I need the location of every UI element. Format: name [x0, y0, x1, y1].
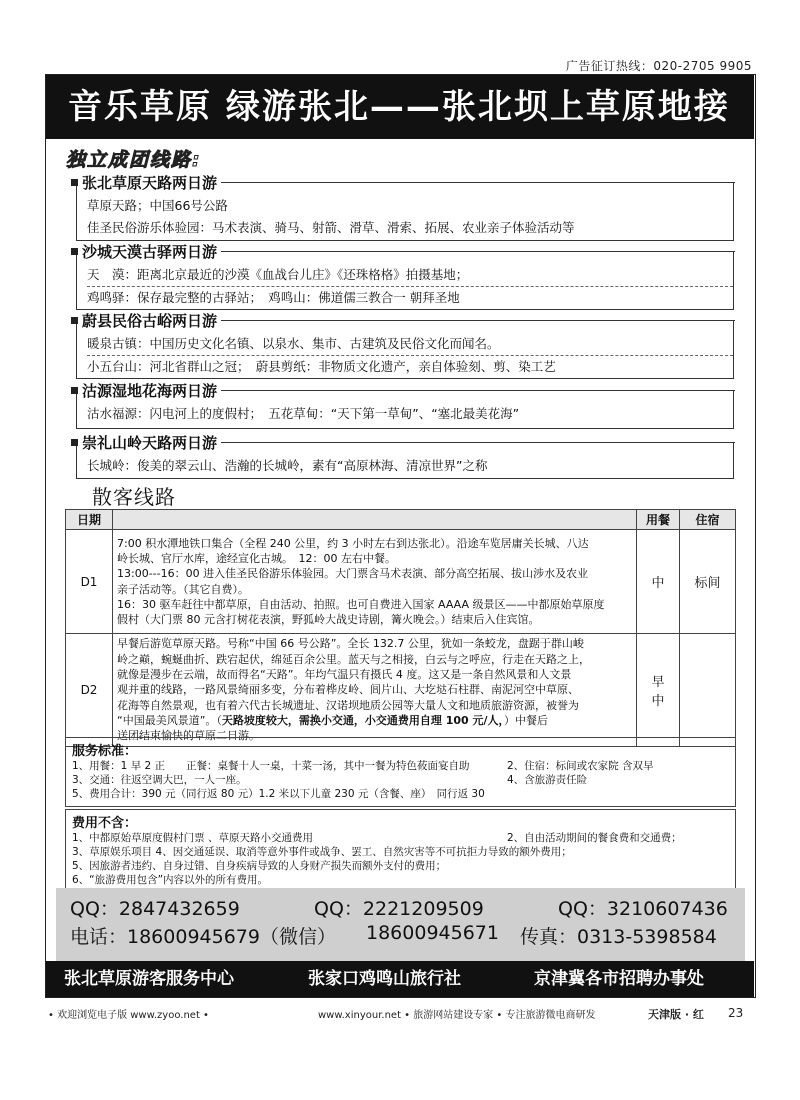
- day-label: D2: [66, 634, 113, 747]
- bullet-icon: [71, 439, 78, 446]
- page-title-banner: 音乐草原 绿游张北——张北坝上草原地接: [46, 75, 754, 139]
- list-item: [72, 873, 735, 887]
- service-standard-box: [65, 737, 736, 807]
- desc-line: 7:00 积水潭地铁口集合（全程 240 公里，约 3 小时左右到达张北）。沿途车览居庸关长城、八达: [117, 536, 589, 550]
- desc-line: 亲子活动等。（其它自费）。: [117, 582, 249, 596]
- route-box: [76, 174, 734, 241]
- footer-middle-link[interactable]: www.xinyour.net • 旅游网站建设专家 • 专注旅游微电商研发: [318, 1010, 596, 1021]
- route-line: 天 漠：距离北京最近的沙漠《血战台儿庄》《还珠格格》拍摄基地；: [87, 267, 469, 282]
- route-title: 沽源湿地花海两日游: [82, 380, 221, 401]
- phone-1[interactable]: 电话：18600945679（微信）: [70, 926, 336, 948]
- qq-1[interactable]: QQ：2847432659: [70, 898, 240, 920]
- meal-lunch: 中: [651, 694, 665, 709]
- desc-line: 花海等自然景观，也有着六代古长城遗址、汉诺坝地质公园等大量人文和地质旅游资源，被誉为: [117, 698, 579, 712]
- meal-cell: [637, 634, 680, 747]
- route-title: 沙城天漠古驿两日游: [82, 241, 221, 262]
- divider: [221, 442, 735, 443]
- item-text: 1、用餐：1 早 2 正 正餐：桌餐十人一桌，十菜一汤，其中一餐为特色莜面宴自助: [72, 760, 470, 772]
- route-title: 蔚县民俗古峪两日游: [82, 310, 221, 331]
- desc-line: 13:00---16：00 进入佳圣民俗游乐体验园。大门票含马术表演、部分高空拓展、拔山涉水及农业: [117, 567, 589, 581]
- meal-cell: 中: [637, 530, 680, 634]
- phone-2[interactable]: 18600945671: [366, 922, 499, 944]
- exclusions-title: 费用不含：: [72, 816, 138, 831]
- item-text: 1、中都原始草原度假村门票 、草原天路小交通费用: [72, 832, 314, 844]
- route-box: [76, 243, 734, 310]
- route-line: 暖泉古镇：中国历史文化名镇、以泉水、集市、古建筑及民俗文化而闻名。: [87, 336, 500, 351]
- divider: [221, 251, 735, 252]
- item-text: 2、住宿：标间或农家院 含双早: [507, 760, 654, 772]
- footer-left-link[interactable]: • 欢迎浏览电子版 www.zyoo.net •: [48, 1010, 209, 1021]
- list-item: [72, 759, 735, 773]
- bullet-icon: [71, 179, 78, 186]
- header-meal: 用餐: [637, 510, 680, 530]
- route-line: 长城岭：俊美的翠云山、浩瀚的长城岭，素有“高原林海、清凉世界”之称: [87, 458, 488, 473]
- item-text: 3、交通：往返空调大巴，一人一座。: [72, 774, 247, 786]
- route-line: 小五台山：河北省群山之冠； 蔚县剪纸：非物质文化遗产，亲自体验刻、剪、染工艺: [87, 355, 733, 378]
- organizer-3: 京津冀各市招聘办事处: [534, 969, 704, 989]
- route-title: 张北草原天路两日游: [82, 172, 221, 193]
- item-text: 5、因旅游者违约、自身过错、自身疾病导致的人身财产损失而额外支付的费用；: [72, 860, 447, 872]
- desc-line: 送团结束愉快的草原二日游。: [117, 729, 260, 743]
- desc-line: 岭长城、官厅水库，途经宣化古城。 12：00 左右中餐。: [117, 551, 396, 565]
- route-box: [76, 382, 734, 429]
- page-footer: [48, 1006, 754, 1024]
- list-item: [72, 845, 735, 859]
- route-box: [76, 434, 734, 479]
- route-line: 草原天路；中国66号公路: [87, 198, 228, 213]
- desc-line: 观并重的线路，一路风景绮丽多变，分布着桦皮岭、闾片山、大圪垯石柱群、南泥河空中草原、: [117, 683, 579, 697]
- organizer-2: 张家口鸡鸣山旅行社: [308, 969, 461, 989]
- organizers-bar: [46, 961, 754, 997]
- route-line: 鸡鸣驿：保存最完整的古驿站； 鸡鸣山：佛道儒三教合一 朝拜圣地: [87, 286, 733, 309]
- page-number: 23: [728, 1006, 744, 1020]
- independent-routes-heading: 独立成团线路:: [66, 149, 202, 171]
- item-text: 6、“旅游费用包含”内容以外的所有费用。: [72, 874, 269, 886]
- route-title: 崇礼山岭天路两日游: [82, 432, 221, 453]
- itinerary-table: [65, 509, 736, 747]
- casual-routes-heading: 散客线路: [92, 485, 176, 509]
- list-item: [72, 831, 735, 845]
- bullet-icon: [71, 317, 78, 324]
- list-item: [72, 773, 735, 787]
- contact-panel: [56, 888, 745, 971]
- desc-text: ）中餐后: [504, 713, 549, 727]
- bullet-icon: [71, 387, 78, 394]
- list-item: [72, 859, 735, 873]
- header-stay: 住宿: [680, 510, 736, 530]
- route-box: [76, 312, 734, 379]
- desc-text: “中国最美风景道”。（: [117, 713, 222, 727]
- stay-cell: [680, 634, 736, 747]
- desc-line: 假村（大门票 80 元含打树花表演，野狐岭大战史诗剧，篝火晚会。）结束后入住宾馆。: [117, 613, 540, 627]
- route-line: 佳圣民俗游乐体验园：马术表演、骑马、射箭、滑草、滑索、拓展、农业亲子体验活动等: [87, 220, 575, 235]
- service-title: 服务标准：: [72, 744, 138, 759]
- highlight-text: 天路坡度较大，需换小交通，小交通费用自理 100 元/人，: [221, 713, 505, 727]
- item-text: 2、自由活动期间的餐食费和交通费；: [507, 832, 682, 844]
- list-item: [72, 787, 735, 801]
- divider: [221, 182, 735, 183]
- desc-line: 16：30 驱车赶往中都草原，自由活动、拍照。也可自费进入国家 AAAA 级景区——中都原始草原度: [117, 597, 605, 611]
- edition-label: 天津版 · 红: [648, 1008, 704, 1021]
- ad-hotline: 广告征订热线：020-2705 9905: [565, 59, 752, 73]
- item-text: 5、费用合计：390 元（同行返 80 元）1.2 米以下儿童 230 元（含餐、座） 同行返 30: [72, 788, 485, 800]
- organizer-1: 张北草原游客服务中心: [64, 969, 234, 989]
- divider: [221, 320, 735, 321]
- page-frame: [45, 74, 756, 998]
- desc-line: [117, 713, 632, 728]
- divider: [221, 390, 735, 391]
- desc-line: 早餐后游览草原天路。号称“中国 66 号公路”。全长 132.7 公里，犹如一条蛟龙，盘踞于群山峻: [117, 637, 584, 651]
- header-desc: [113, 510, 637, 530]
- day-description: [113, 634, 637, 747]
- fax-number[interactable]: 传真：0313-5398584: [520, 926, 717, 948]
- meal-breakfast: 早: [651, 675, 665, 690]
- qq-2[interactable]: QQ：2221209509: [314, 898, 484, 920]
- table-row: [66, 634, 736, 747]
- day-label: D1: [66, 530, 113, 634]
- table-row: [66, 530, 736, 634]
- stay-cell: 标间: [680, 530, 736, 634]
- item-text: 4、含旅游责任险: [507, 774, 588, 786]
- route-line: 沽水福源：闪电河上的度假村； 五花草甸：“天下第一草甸”、“塞北最美花海”: [87, 406, 520, 421]
- item-text: 3、草原娱乐项目 4、因交通延误、取消等意外事件或战争、罢工、自然灾害等不可抗拒力导致的额外费用；: [72, 846, 572, 858]
- desc-line: 岭之巅，蜿蜒曲折、跌宕起伏，绵延百余公里。蓝天与之相接，白云与之呼应，行走在天路之上，: [117, 652, 590, 666]
- qq-3[interactable]: QQ：3210607436: [558, 898, 728, 920]
- bullet-icon: [71, 248, 78, 255]
- header-date: 日期: [66, 510, 113, 530]
- day-description: [113, 530, 637, 634]
- desc-line: 就像是漫步在云端，故而得名“天路”。年均气温只有摄氏 4 度。这又是一条自然风景和人文景: [117, 668, 572, 682]
